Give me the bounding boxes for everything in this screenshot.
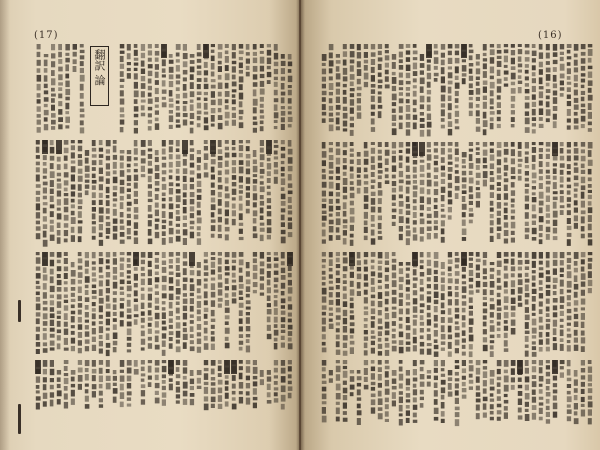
text-column-block <box>322 142 593 246</box>
right-page-number: (16) <box>538 30 563 41</box>
text-column-block <box>36 140 293 247</box>
section-heading-box <box>90 46 109 106</box>
text-column-block <box>35 360 292 410</box>
text-column-block <box>36 252 293 356</box>
text-column-block <box>322 252 593 357</box>
page-edge-mark <box>18 300 21 322</box>
text-column-block <box>322 360 593 426</box>
text-column-block <box>120 44 293 134</box>
section-heading: 翻訳 論 <box>93 49 106 86</box>
page-edge-mark <box>18 404 21 434</box>
left-page-number: (17) <box>34 30 59 41</box>
text-column-block <box>37 44 85 133</box>
text-column-block <box>322 44 593 137</box>
